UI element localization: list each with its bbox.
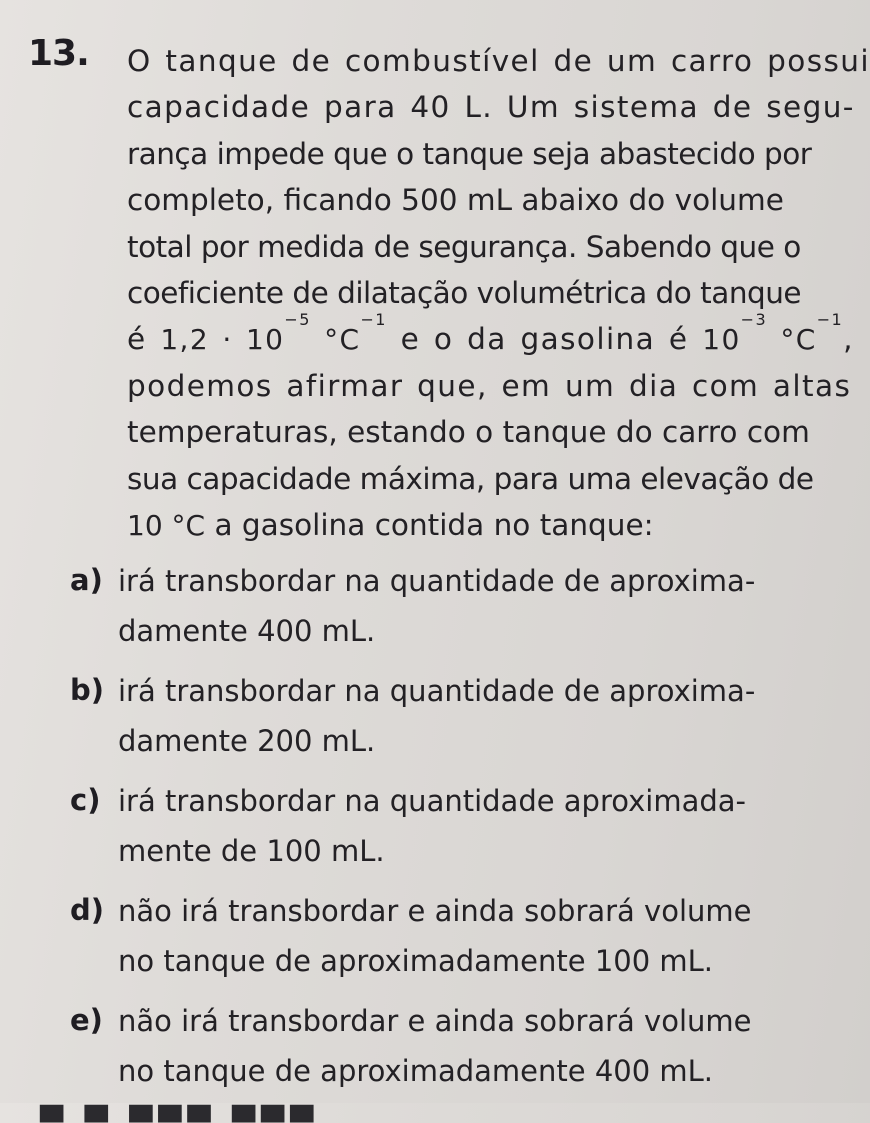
coef-tail: , bbox=[843, 322, 854, 357]
option-text-line-1: não irá transbordar e ainda sobrará volume bbox=[118, 1004, 752, 1038]
option-b bbox=[70, 668, 790, 768]
stem-line-11-text: a gasolina contida no tanque: bbox=[205, 507, 654, 542]
tank-unit-exponent: −1 bbox=[360, 310, 387, 330]
gas-base: 10 bbox=[702, 323, 741, 357]
stem-line-4: completo, ficando 500 mL abaixo do volume bbox=[127, 183, 784, 218]
option-text-line-1: irá transbordar na quantidade aproximada- bbox=[118, 784, 746, 818]
stem-line-3: rança impede que o tanque seja abastecido por bbox=[127, 136, 812, 171]
option-text-line-2: no tanque de aproximadamente 400 mL. bbox=[118, 1054, 714, 1088]
option-e bbox=[70, 998, 790, 1098]
gasoline-coefficient bbox=[702, 310, 844, 357]
option-letter: b) bbox=[70, 673, 105, 707]
stem-line-11 bbox=[127, 502, 779, 548]
question-stem bbox=[127, 38, 870, 548]
option-letter: e) bbox=[70, 1003, 103, 1037]
gas-unit-exponent: −1 bbox=[816, 310, 844, 330]
option-text-line-2: mente de 100 mL. bbox=[118, 834, 385, 868]
tank-mantissa: 1,2 · 10 bbox=[160, 323, 285, 357]
option-text-line-2: damente 200 mL. bbox=[118, 724, 376, 758]
stem-line-8: podemos afirmar que, em um dia com altas bbox=[127, 368, 852, 403]
option-text-line-2: no tanque de aproximadamente 100 mL. bbox=[118, 944, 714, 978]
option-letter: a) bbox=[70, 563, 103, 597]
option-text-line-2: damente 400 mL. bbox=[118, 614, 376, 648]
option-a bbox=[70, 558, 790, 658]
stem-line-6: coeficiente de dilatação volumétrica do tanque bbox=[127, 275, 802, 310]
answer-options bbox=[70, 558, 790, 1108]
gas-exponent: −3 bbox=[740, 310, 768, 330]
coef-lead: é bbox=[127, 322, 161, 357]
option-c bbox=[70, 778, 790, 878]
option-letter: d) bbox=[70, 893, 105, 927]
stem-line-1: O tanque de combustível de um carro possui bbox=[127, 44, 870, 78]
tank-exponent: −5 bbox=[284, 310, 311, 330]
option-text-line-1: irá transbordar na quantidade de aproxima- bbox=[118, 564, 756, 598]
coef-middle: e o da gasolina é bbox=[386, 322, 703, 357]
tank-unit: °C bbox=[310, 323, 361, 357]
temperature-rise: 10 °C bbox=[127, 508, 206, 542]
stem-line-2: capacidade para 40 L. Um sistema de segu- bbox=[127, 90, 855, 125]
option-text-line-1: irá transbordar na quantidade de aproxima- bbox=[118, 674, 756, 708]
option-letter: c) bbox=[70, 783, 101, 817]
tank-coefficient bbox=[160, 310, 387, 357]
gas-unit: °C bbox=[767, 323, 817, 357]
coefficient-line bbox=[127, 310, 854, 362]
question-number: 13. bbox=[28, 33, 89, 74]
stem-line-9: temperaturas, estando o tanque do carro com bbox=[127, 415, 810, 450]
cropped-footer-text: ▄ ▄ ▄▄▄ ▄▄▄ bbox=[40, 1088, 320, 1123]
stem-line-10: sua capacidade máxima, para uma elevação de bbox=[127, 461, 814, 496]
option-d bbox=[70, 888, 790, 988]
stem-line-5: total por medida de segurança. Sabendo que o bbox=[127, 229, 801, 264]
option-text-line-1: não irá transbordar e ainda sobrará volume bbox=[118, 894, 752, 928]
